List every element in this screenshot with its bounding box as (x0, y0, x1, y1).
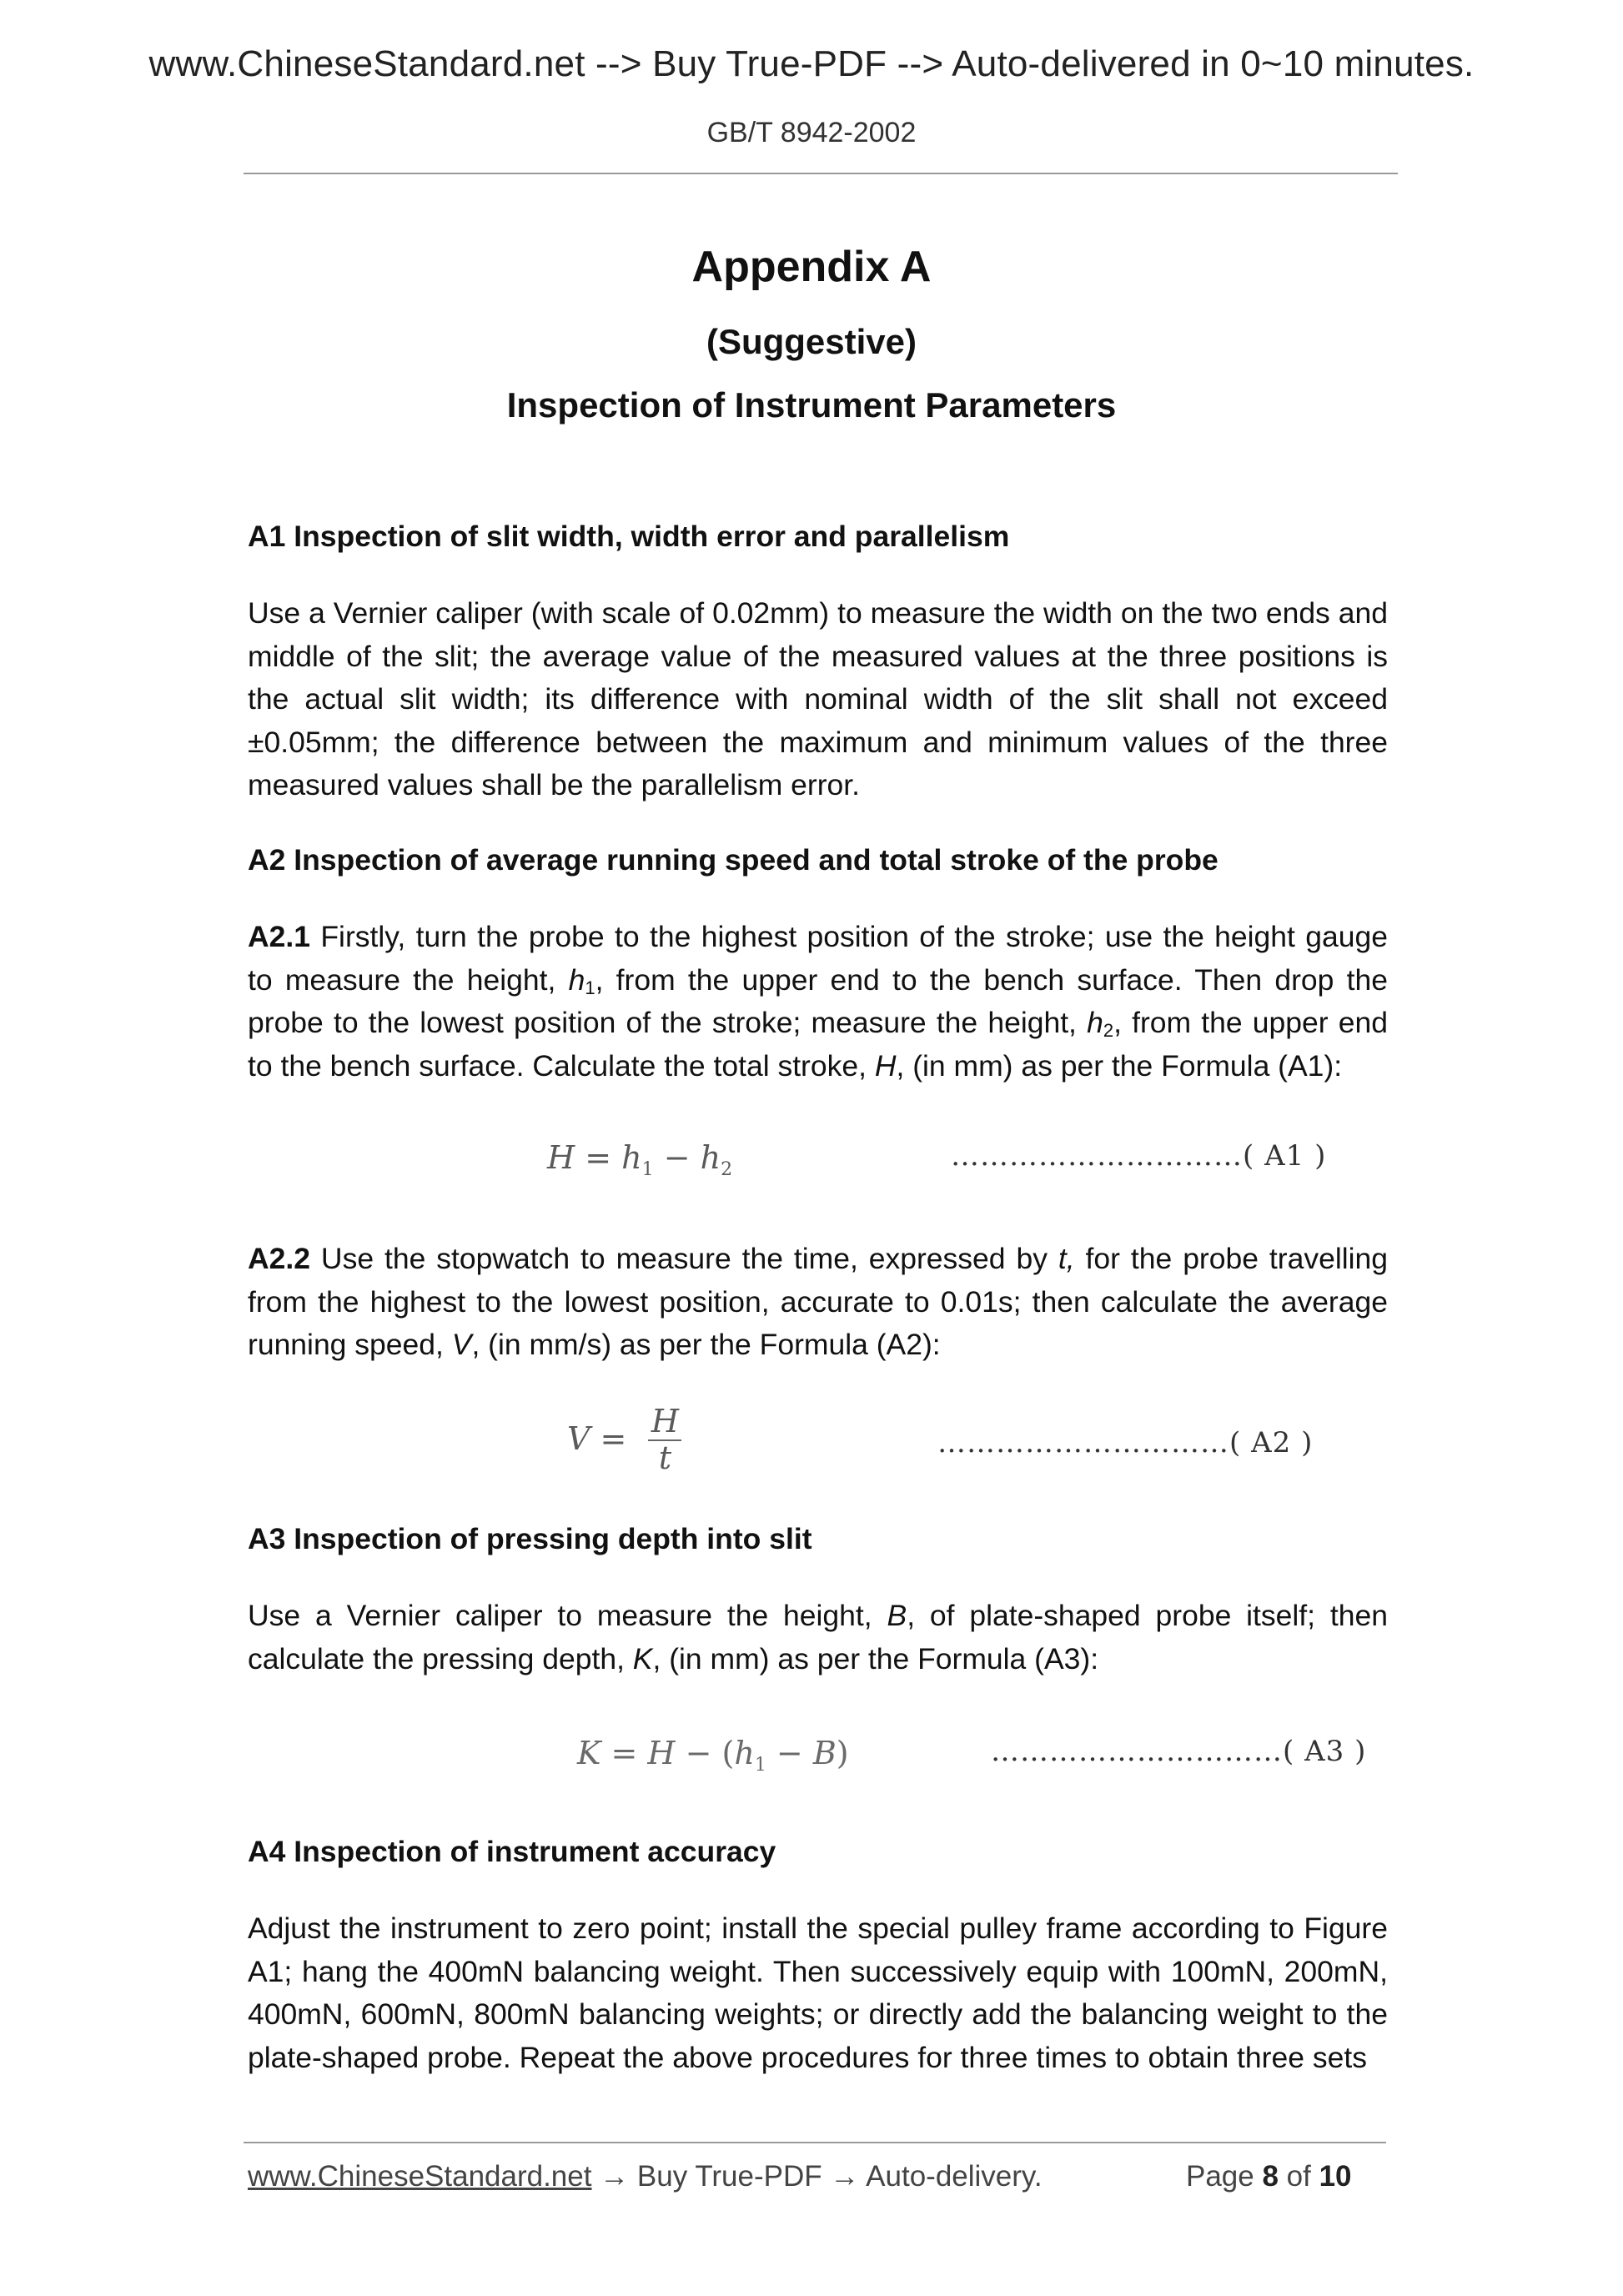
section-a2-2-paragraph (248, 1238, 1388, 1367)
a2-2-text-2: for the probe travelling from the highest to the lowest position, accurate to 0.01s; then calculate the average running speed, (248, 1242, 1388, 1361)
section-a2-2-body (248, 1238, 1388, 1367)
sub-1: 1 (585, 977, 595, 998)
standard-code: GB/T 8942-2002 (706, 117, 917, 148)
formula-a1-h: h (621, 1139, 642, 1176)
section-a1-body (248, 592, 1388, 807)
section-a4-heading: A4 Inspection of instrument accuracy (248, 1835, 776, 1868)
formula-a2-ref: …………………………( A2 ) (937, 1426, 1314, 1459)
appendix-title: Appendix A (691, 243, 932, 291)
formula-a2-numerator: H (651, 1403, 680, 1439)
page-label: Page (1186, 2160, 1263, 2193)
section-a4-text: Adjust the instrument to zero point; install the special pulley frame according to Figure A1; hang the 400mN balancing weight. Then successively equip with 100mN, 200mN, 400mN, 600mN, 800mN balancing weights; or directly add the balancing weight to the plate-shaped probe. Repeat the above procedures for three times to obtain three sets (248, 1912, 1388, 2074)
appendix-name: Inspection of Instrument Parameters (506, 385, 1117, 425)
a2-1-text-4: , (in mm) as per the Formula (A1): (896, 1048, 1343, 1083)
formula-a3 (577, 1735, 849, 1776)
var-t: t, (1058, 1242, 1075, 1275)
formula-a1-minus: − (653, 1139, 701, 1176)
var-K: K (632, 1641, 653, 1676)
page-indicator (1186, 2160, 1352, 2193)
formula-a3-minus1: − ( (675, 1735, 735, 1771)
formula-a1-sub2: 2 (721, 1159, 733, 1180)
formula-a3-minus2: − (766, 1735, 813, 1771)
section-a3-body (248, 1595, 1388, 1681)
formula-a2-denominator: t (658, 1439, 672, 1476)
var-B: B (887, 1599, 907, 1632)
var-h2: h (1087, 1006, 1103, 1039)
clause-label-a2-1: A2.1 (248, 920, 310, 953)
page-total: 10 (1319, 2160, 1352, 2193)
a3-text-1: Use a Vernier caliper to measure the height, (248, 1599, 887, 1632)
top-banner: www.ChineseStandard.net --> Buy True-PDF --> Auto-delivered in 0~10 minutes. (148, 43, 1475, 84)
a3-text-2: , of plate-shaped probe itself; then calculate the pressing depth, (248, 1599, 1388, 1676)
section-a4-body (248, 1907, 1388, 2079)
appendix-subtitle: (Suggestive) (706, 322, 917, 361)
a2-1-text-2: , from the upper end to the bench surface. Then drop the probe to the lowest position of the stroke; measure the height, (248, 962, 1388, 1039)
section-a3-paragraph (248, 1595, 1388, 1681)
a2-2-text-1: Use the stopwatch to measure the time, expressed by (310, 1242, 1058, 1275)
formula-a2-lhs: V (567, 1420, 590, 1457)
footer-left (248, 2160, 1043, 2193)
var-V: V (451, 1328, 472, 1361)
clause-label-a2-2: A2.2 (248, 1242, 310, 1275)
of-label: of (1278, 2160, 1319, 2193)
formula-a3-B: B (812, 1735, 837, 1771)
footer-site-link[interactable]: www.ChineseStandard.net (248, 2160, 592, 2193)
footer-tail: → Buy True-PDF → Auto-delivery. (591, 2160, 1043, 2193)
formula-a1 (547, 1139, 732, 1180)
formula-a3-H: H (647, 1735, 676, 1771)
formula-a3-h: h (734, 1735, 755, 1771)
section-a3-heading: A3 Inspection of pressing depth into slit (248, 1522, 812, 1555)
formula-a3-close: ) (836, 1735, 849, 1771)
section-a1-text: Use a Vernier caliper (with scale of 0.02mm) to measure the width on the two ends and middle of the slit; the average value of the measured values at the three positions is the actual slit width; its difference with nominal width of the slit shall not exceed ±0.05mm; the difference between the maximum and minimum values of the three measured values shall be the parallelism error. (248, 596, 1388, 801)
a2-2-text-3: , (in mm/s) as per the Formula (A2): (471, 1328, 941, 1361)
a3-text-3: , (in mm) as per the Formula (A3): (652, 1641, 1099, 1676)
section-a2-1-body (248, 916, 1388, 1088)
formula-a2-fraction (648, 1403, 681, 1475)
formula-a1-ref: …………………………( A1 ) (951, 1139, 1327, 1173)
header-divider (244, 173, 1398, 174)
formula-a1-h2: h (700, 1139, 721, 1176)
formula-a2 (567, 1403, 681, 1475)
formula-a3-lhs: K (577, 1735, 601, 1771)
formula-a1-lhs: H (547, 1139, 575, 1176)
formula-a3-ref: …………………………( A3 ) (991, 1735, 1367, 1768)
formula-a3-eq: = (600, 1735, 648, 1771)
footer-divider (244, 2142, 1386, 2143)
formula-a1-sub1: 1 (641, 1159, 654, 1180)
section-a2-heading: A2 Inspection of average running speed and total stroke of the probe (248, 843, 1219, 877)
var-h1: h (568, 962, 585, 997)
var-H: H (874, 1048, 897, 1083)
section-a1-heading: A1 Inspection of slit width, width error and parallelism (248, 520, 1010, 553)
formula-a3-sub1: 1 (754, 1755, 766, 1776)
page-current: 8 (1262, 2160, 1279, 2193)
a2-1-text-1: Firstly, turn the probe to the highest position of the stroke; use the height gauge to measure the height, (248, 920, 1388, 997)
formula-a2-eq: = (590, 1420, 637, 1457)
sub-2: 2 (1103, 1019, 1114, 1041)
a2-1-text-3: , from the upper end to the bench surface. Calculate the total stroke, (248, 1006, 1388, 1083)
section-a2-1-paragraph (248, 916, 1388, 1088)
formula-a1-eq: = (575, 1139, 622, 1176)
